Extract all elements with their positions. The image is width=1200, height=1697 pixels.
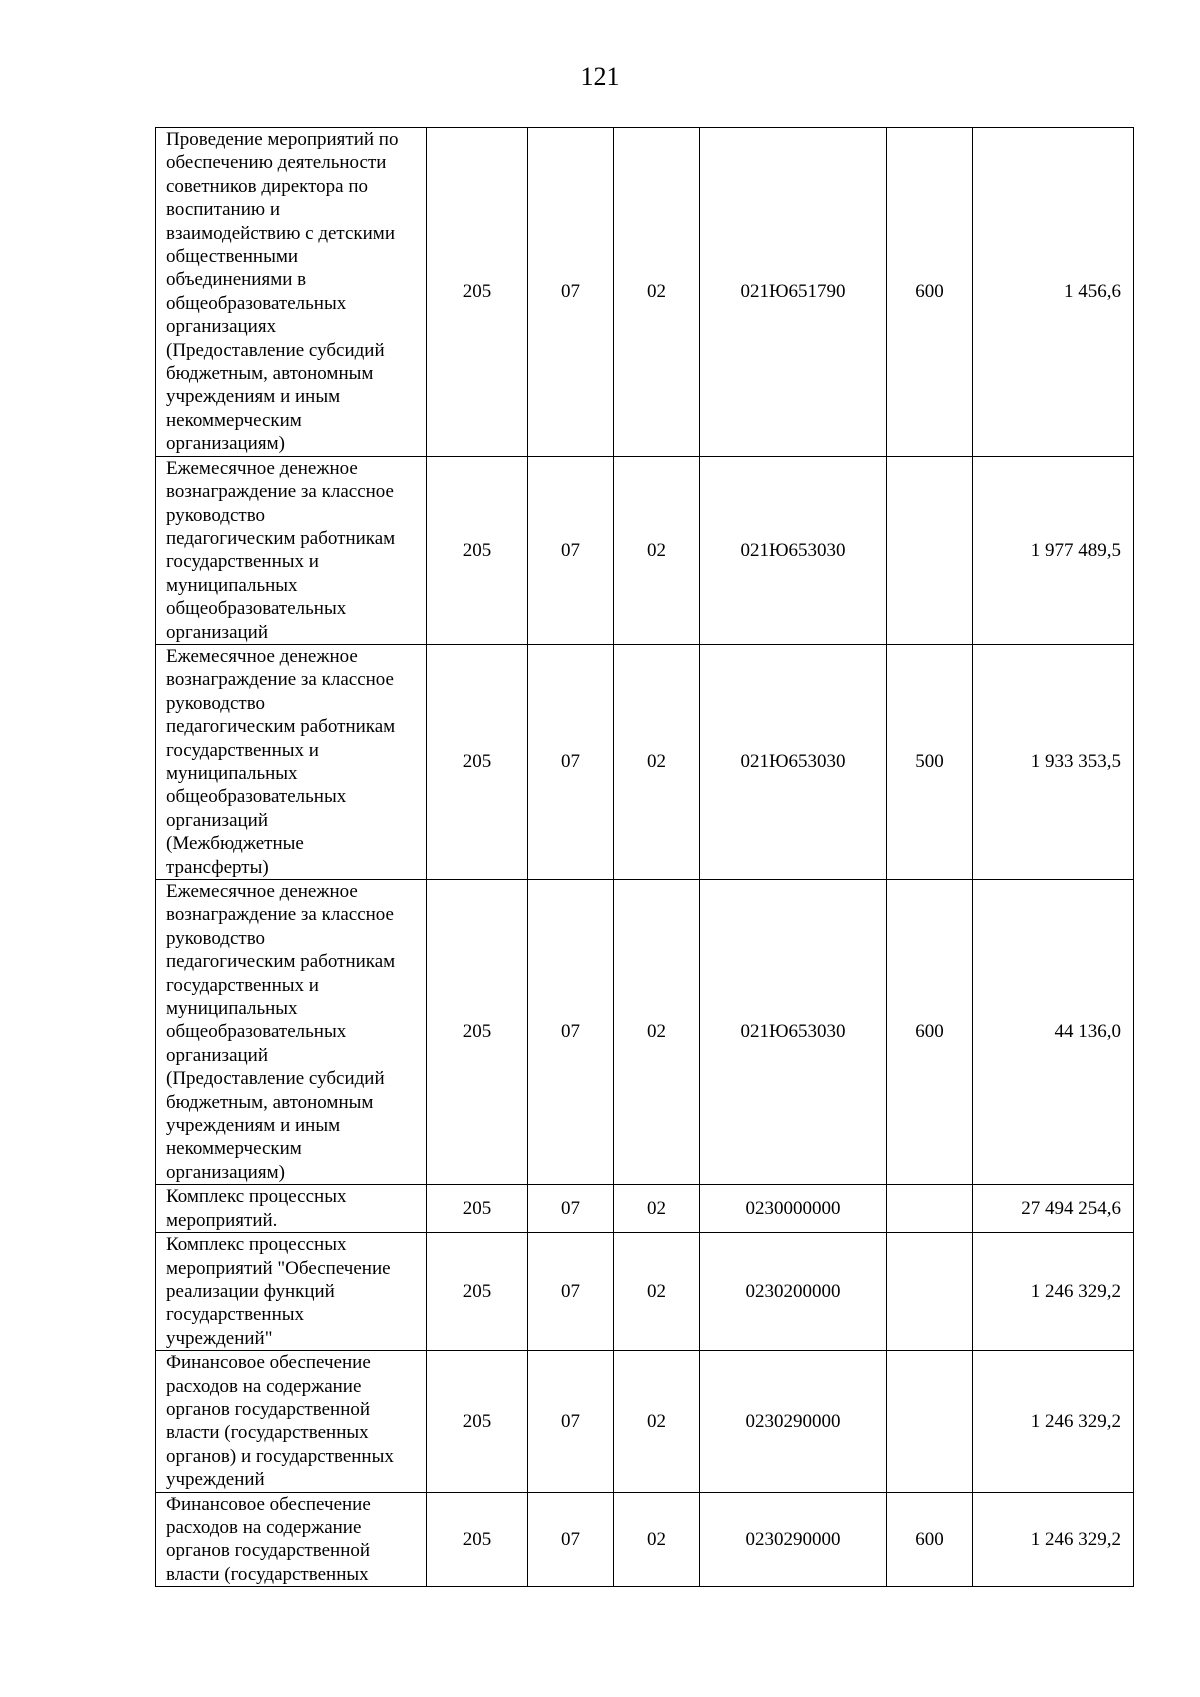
row-gr: 205 [427, 456, 528, 644]
page-number: 121 [580, 62, 620, 91]
table-row [156, 1185, 1134, 1233]
row-pr: 02 [614, 1233, 700, 1351]
row-rz: 07 [528, 128, 614, 457]
row-gr: 205 [427, 644, 528, 879]
row-pr: 02 [614, 456, 700, 644]
row-csr: 021Ю653030 [700, 880, 887, 1185]
row-pr: 02 [614, 128, 700, 457]
row-name: Финансовое обеспечение расходов на содержание органов государственной власти (государственных органов) и государственных учреждений [156, 1351, 427, 1492]
row-sum: 1 456,6 [973, 128, 1134, 457]
row-vr: 600 [887, 128, 973, 457]
row-name: Комплекс процессных мероприятий. [156, 1185, 427, 1233]
row-sum: 1 933 353,5 [973, 644, 1134, 879]
row-pr: 02 [614, 1185, 700, 1233]
row-csr: 0230290000 [700, 1351, 887, 1492]
row-name: Ежемесячное денежное вознаграждение за классное руководство педагогическим работникам государственных и муниципальных общеобразовательных организаций (Предоставление субсидий бюджетным, автономным учреждениям и иным некоммерческим организациям) [156, 880, 427, 1185]
row-gr: 205 [427, 1351, 528, 1492]
row-rz: 07 [528, 1185, 614, 1233]
row-pr: 02 [614, 880, 700, 1185]
row-gr: 205 [427, 880, 528, 1185]
budget-table [155, 127, 1134, 1587]
row-vr: 500 [887, 644, 973, 879]
row-gr: 205 [427, 128, 528, 457]
row-gr: 205 [427, 1492, 528, 1587]
row-pr: 02 [614, 644, 700, 879]
row-vr: 600 [887, 880, 973, 1185]
row-csr: 0230200000 [700, 1233, 887, 1351]
row-vr [887, 1233, 973, 1351]
row-rz: 07 [528, 644, 614, 879]
row-csr: 021Ю653030 [700, 644, 887, 879]
table-row [156, 128, 1134, 457]
row-sum: 1 246 329,2 [973, 1351, 1134, 1492]
row-rz: 07 [528, 1233, 614, 1351]
table-row [156, 644, 1134, 879]
row-name: Финансовое обеспечение расходов на содержание органов государственной власти (государственных [156, 1492, 427, 1587]
row-rz: 07 [528, 456, 614, 644]
row-csr: 0230290000 [700, 1492, 887, 1587]
row-rz: 07 [528, 880, 614, 1185]
row-vr [887, 1351, 973, 1492]
row-pr: 02 [614, 1492, 700, 1587]
row-gr: 205 [427, 1185, 528, 1233]
table-row [156, 1233, 1134, 1351]
row-sum: 27 494 254,6 [973, 1185, 1134, 1233]
row-csr: 0230000000 [700, 1185, 887, 1233]
row-vr [887, 1185, 973, 1233]
row-name: Проведение мероприятий по обеспечению деятельности советников директора по воспитанию и взаимодействию с детскими общественными объединениями в общеобразовательных организациях (Предоставление субсидий бюджетным, автономным учреждениям и иным некоммерческим организациям) [156, 128, 427, 457]
row-sum: 1 977 489,5 [973, 456, 1134, 644]
table-row [156, 880, 1134, 1185]
row-sum: 1 246 329,2 [973, 1492, 1134, 1587]
row-vr: 600 [887, 1492, 973, 1587]
table-row [156, 1492, 1134, 1587]
row-name: Комплекс процессных мероприятий "Обеспечение реализации функций государственных учреждений" [156, 1233, 427, 1351]
row-rz: 07 [528, 1351, 614, 1492]
row-name: Ежемесячное денежное вознаграждение за классное руководство педагогическим работникам государственных и муниципальных общеобразовательных организаций (Межбюджетные трансферты) [156, 644, 427, 879]
row-pr: 02 [614, 1351, 700, 1492]
row-csr: 021Ю653030 [700, 456, 887, 644]
table-row [156, 1351, 1134, 1492]
row-sum: 1 246 329,2 [973, 1233, 1134, 1351]
row-gr: 205 [427, 1233, 528, 1351]
row-vr [887, 456, 973, 644]
row-sum: 44 136,0 [973, 880, 1134, 1185]
row-csr: 021Ю651790 [700, 128, 887, 457]
table-row [156, 456, 1134, 644]
row-name: Ежемесячное денежное вознаграждение за классное руководство педагогическим работникам государственных и муниципальных общеобразовательных организаций [156, 456, 427, 644]
row-rz: 07 [528, 1492, 614, 1587]
